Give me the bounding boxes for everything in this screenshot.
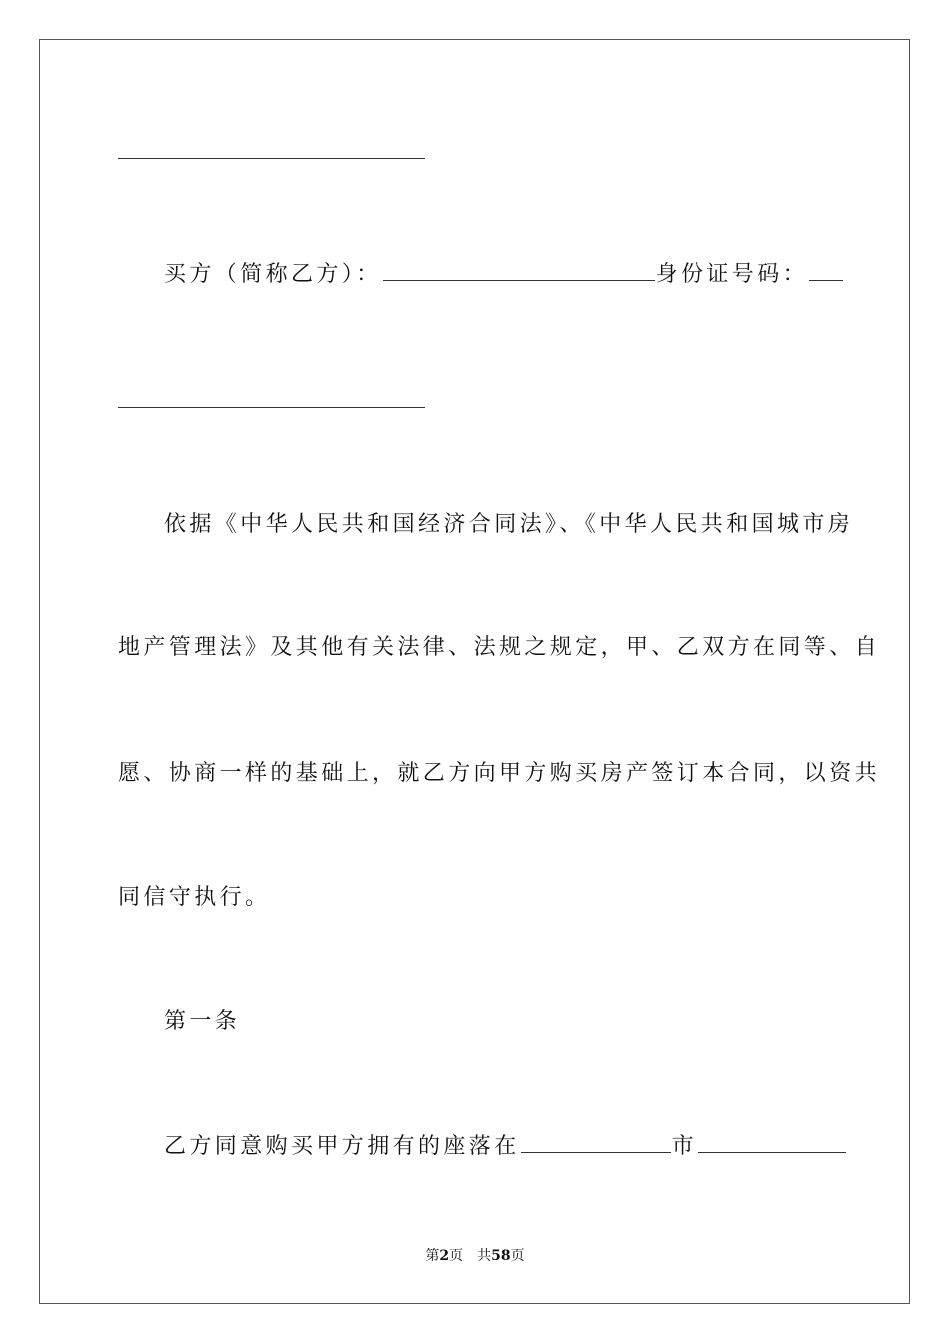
id-number-continuation-line[interactable] <box>118 407 425 408</box>
total-unit: 页 <box>510 1248 525 1264</box>
total-pages: 58 <box>491 1248 511 1264</box>
buyer-line <box>164 260 844 290</box>
page-footer <box>0 1247 950 1265</box>
page-unit: 页 <box>449 1248 464 1264</box>
city-detail-field[interactable] <box>698 1132 846 1153</box>
id-number-field[interactable] <box>809 260 843 281</box>
total-prefix: 共 <box>477 1248 492 1264</box>
paragraph-line: 愿、协商一样的基础上，就乙方向甲方购买房产签订本合同，以资共 <box>118 761 881 786</box>
buyer-name-field[interactable] <box>383 260 655 281</box>
page-prefix: 第 <box>425 1248 440 1264</box>
id-label: 身份证号码： <box>655 262 809 287</box>
article-1-line <box>164 1132 847 1162</box>
buyer-label: 买方（简称乙方）： <box>164 262 382 287</box>
location-field[interactable] <box>521 1132 671 1153</box>
paragraph-line: 地产管理法》及其他有关法律、法规之规定，甲、乙双方在同等、自 <box>118 635 881 660</box>
article-1-text: 乙方同意购买甲方拥有的座落在 <box>164 1134 520 1159</box>
article-heading: 第一条 <box>164 1009 241 1034</box>
paragraph-line: 同信守执行。 <box>118 885 271 910</box>
paragraph-line: 依据《中华人民共和国经济合同法》、《中华人民共和国城市房 <box>164 512 854 537</box>
blank-line-top <box>118 158 425 159</box>
page-frame <box>39 39 910 1304</box>
page-number: 2 <box>439 1248 450 1264</box>
city-label: 市 <box>671 1134 698 1159</box>
